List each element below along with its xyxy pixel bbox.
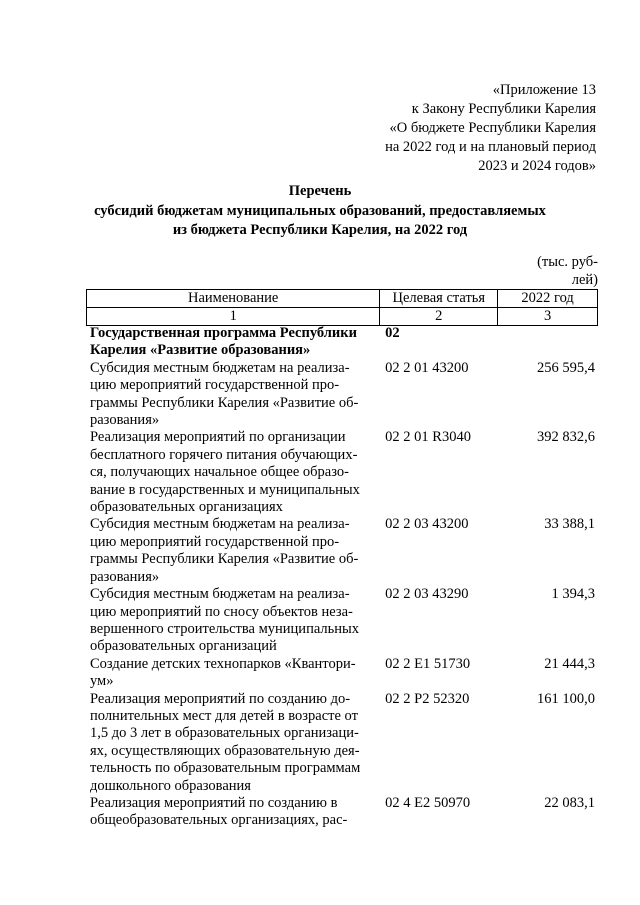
row-name-line: образовательных организаций [90,638,277,655]
row-name-line: Реализация мероприятий по организации [90,429,346,446]
document-title [0,182,640,241]
row-name-line: ях, осуществляющих образовательную дея- [90,742,360,759]
appendix-line: к Закону Республики Карелия [411,101,596,117]
row-name-line: дошкольного образования [90,777,251,794]
appendix-line: «О бюджете Республики Карелия [389,120,596,136]
row-amount [494,325,598,360]
row-name [86,360,379,430]
row-name-line: ум» [90,673,114,690]
table-row [86,795,598,830]
row-name [86,325,379,360]
units-line: лей) [571,272,598,288]
row-name-line: Субсидия местным бюджетам на реализа- [90,516,350,533]
row-name-line: Субсидия местным бюджетам на реализа- [90,359,350,376]
row-name-line: разования» [90,568,160,585]
units-line: (тыс. руб- [537,254,598,270]
row-code: 02 2 03 43290 [385,586,469,603]
table-header [86,289,598,326]
row-amount: 161 100,0 [537,690,595,707]
table-row [86,691,598,795]
row-name [86,586,379,656]
row-name-line: Реализация мероприятий по созданию в [90,794,338,811]
row-name-line: Создание детских технопарков «Квантори- [90,655,356,672]
table-row [86,429,598,516]
row-name-line: общеобразовательных организациях, рас- [90,812,348,829]
row-code: 02 4 E2 50970 [385,794,471,811]
row-name-line: разования» [90,412,160,429]
row-code: 02 2 P2 52320 [385,690,470,707]
row-name [86,656,379,691]
subsidy-table-body [86,325,598,830]
column-number: 1 [87,308,380,326]
title-line: Перечень [288,183,352,199]
row-name-line: Реализация мероприятий по созданию до- [90,690,351,707]
header-year: 2022 год [498,290,598,308]
row-name-line: цию мероприятий государственной про- [90,377,340,394]
row-name-line: Государственная программа Республики [90,325,357,341]
table-row [86,656,598,691]
appendix-reference [385,81,596,176]
row-amount: 33 388,1 [544,516,595,533]
row-amount: 1 394,3 [551,586,595,603]
subsidy-table [86,325,598,830]
table-row [86,586,598,656]
row-name-line: 1,5 до 3 лет в образовательных организаци- [90,725,359,742]
row-amount: 392 832,6 [537,429,595,446]
row-name-line: Карелия «Развитие образования» [90,342,311,359]
row-name-line: бесплатного горячего питания обучающих- [90,446,358,463]
row-code: 02 [385,325,400,341]
row-name-line: образовательных организациях [90,499,283,516]
header-name: Наименование [87,290,380,308]
row-amount: 22 083,1 [544,794,595,811]
row-name-line: цию мероприятий по сносу объектов неза- [90,603,353,620]
row-code: 02 2 01 R3040 [385,429,471,446]
appendix-line: на 2022 год и на плановый период [385,139,596,155]
title-line: субсидий бюджетам муниципальных образований, предоставляемых [94,202,546,219]
units-note [528,253,598,289]
row-name [86,795,379,830]
table-row [86,325,598,360]
appendix-line: 2023 и 2024 годов» [478,158,596,174]
row-code: 02 2 E1 51730 [385,655,471,672]
table-row [86,360,598,430]
row-name-line: ся, получающих начальное общее образо- [90,464,349,481]
row-amount: 256 595,4 [537,359,595,376]
row-name-line: цию мероприятий государственной про- [90,533,340,550]
table-row [86,516,598,586]
row-name [86,691,379,795]
column-number-row [87,308,598,326]
title-line: из бюджета Республики Карелия, на 2022 год [172,222,468,238]
row-name [86,429,379,516]
header-code: Целевая статья [380,290,498,308]
row-name-line: вершенного строительства муниципальных [90,620,359,637]
row-name-line: тельность по образовательным программам [90,760,361,777]
row-code: 02 2 01 43200 [385,359,469,376]
row-name [86,516,379,586]
column-number: 3 [498,308,598,326]
row-name-line: вание в государственных и муниципальных [90,481,360,498]
row-code: 02 2 03 43200 [385,516,469,533]
row-name-line: граммы Республики Карелия «Развитие об- [90,394,359,411]
row-amount: 21 444,3 [544,655,595,672]
row-name-line: граммы Республики Карелия «Развитие об- [90,551,359,568]
row-name-line: полнительных мест для детей в возрасте от [90,707,358,724]
header-row [87,290,598,308]
column-number: 2 [380,308,498,326]
row-name-line: Субсидия местным бюджетам на реализа- [90,586,350,603]
appendix-line: «Приложение 13 [492,82,596,98]
